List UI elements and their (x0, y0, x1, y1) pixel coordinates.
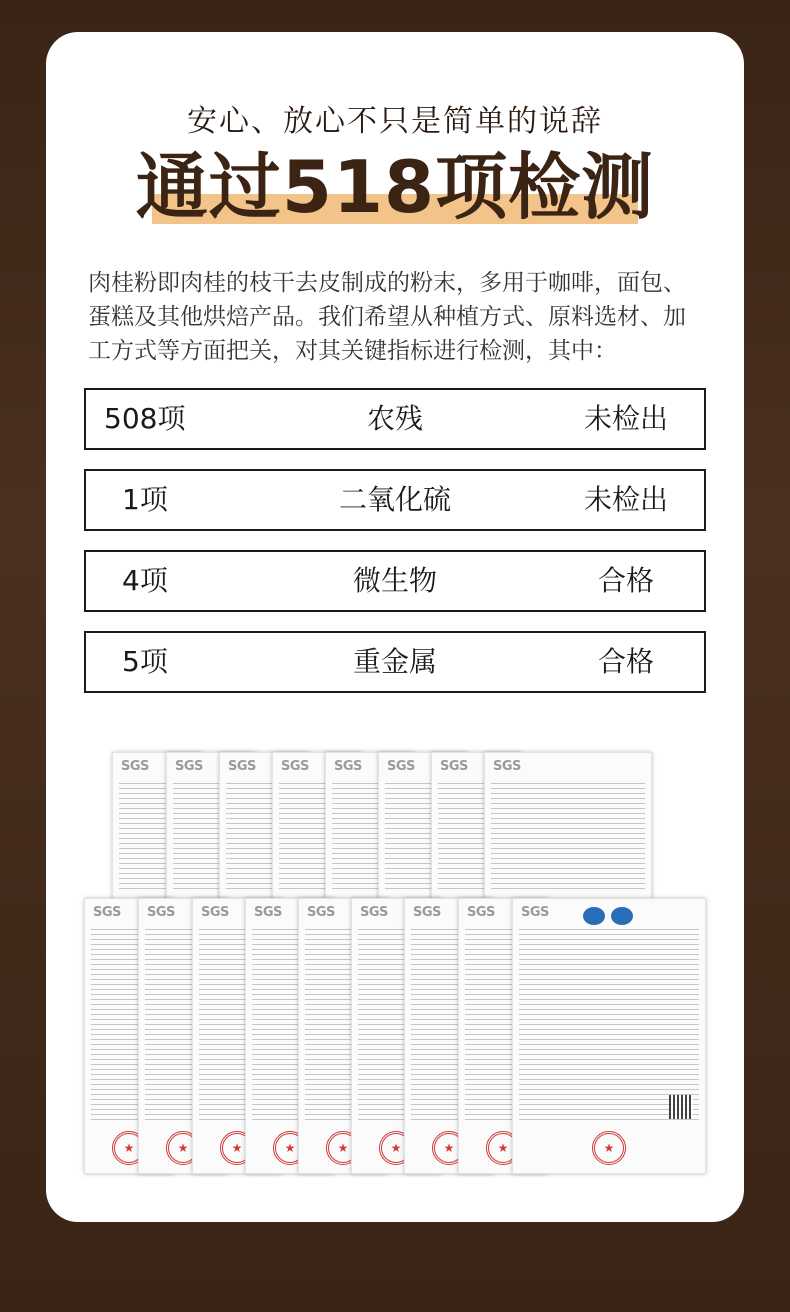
result-count: 1项 (122, 483, 168, 516)
result-status: 合格 (597, 564, 654, 597)
sgs-logo: SGS (360, 905, 388, 920)
sgs-logo: SGS (147, 905, 175, 920)
sgs-logo: SGS (493, 759, 521, 774)
qr-code-icon (669, 1095, 693, 1119)
intro-paragraph: 肉桂粉即肉桂的枝干去皮制成的粉末，多用于咖啡，面包、蛋糕及其他烘焙产品。我们希望从种植方式、原料选材、加工方式等方面把关，对其关键指标进行检测，其中： (88, 270, 686, 364)
sgs-logo: SGS (254, 905, 282, 920)
result-status: 合格 (597, 645, 654, 678)
result-count: 4项 (122, 564, 168, 597)
result-count: 5项 (122, 645, 168, 678)
test-report-thumbnail (512, 898, 706, 1174)
sgs-logo: SGS (440, 759, 468, 774)
result-row-heavy-metals (84, 631, 706, 693)
sgs-logo: SGS (201, 905, 229, 920)
result-item: 农残 (366, 402, 423, 435)
subtitle: 安心、放心不只是简单的说辞 (187, 104, 603, 139)
result-row-microbes (84, 550, 706, 612)
report-text-lines (491, 779, 645, 893)
sgs-logo: SGS (93, 905, 121, 920)
result-item: 微生物 (352, 564, 437, 597)
red-seal-stamp (592, 1131, 626, 1165)
sgs-logo: SGS (228, 759, 256, 774)
headline-container (0, 142, 790, 232)
result-status: 未检出 (583, 483, 668, 516)
certification-badge-icon (583, 907, 605, 925)
sgs-logo: SGS (467, 905, 495, 920)
result-item: 重金属 (352, 645, 437, 678)
result-row-sulfur-dioxide (84, 469, 706, 531)
result-status: 未检出 (583, 402, 668, 435)
result-row-pesticide (84, 388, 706, 450)
certification-logos (583, 907, 633, 925)
test-report-thumbnail (484, 752, 652, 902)
report-text-lines (519, 925, 699, 1121)
sgs-logo: SGS (413, 905, 441, 920)
sgs-logo: SGS (521, 905, 549, 920)
sgs-logo: SGS (307, 905, 335, 920)
sgs-logo: SGS (334, 759, 362, 774)
sgs-logo: SGS (121, 759, 149, 774)
certification-badge-icon (611, 907, 633, 925)
result-item: 二氧化硫 (338, 483, 451, 516)
headline: 通过518项检测 (135, 145, 655, 229)
sgs-logo: SGS (175, 759, 203, 774)
result-count: 508项 (104, 402, 186, 435)
sgs-logo: SGS (387, 759, 415, 774)
sgs-logo: SGS (281, 759, 309, 774)
